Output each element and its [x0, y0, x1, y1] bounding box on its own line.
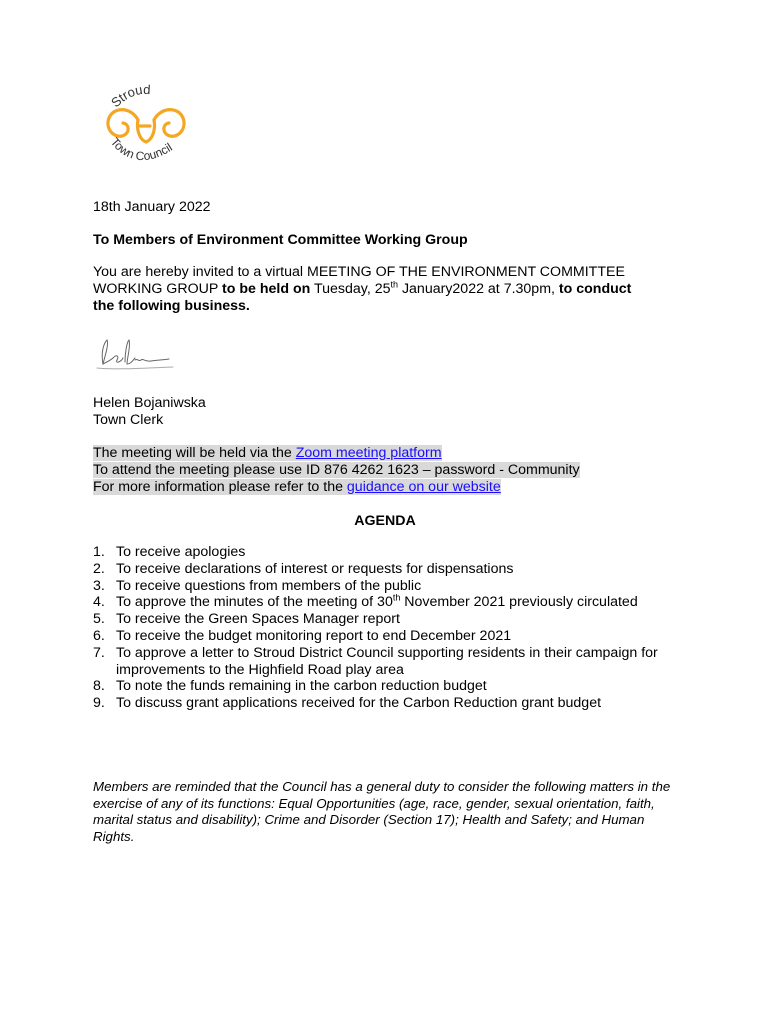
meeting-line-1	[93, 445, 442, 461]
agenda-item	[93, 578, 673, 595]
invite-bold-1: to be held on	[222, 281, 311, 297]
meeting-line-2: To attend the meeting please use ID 876 4262 1623 – password - Community	[93, 462, 580, 478]
invitation-paragraph	[93, 264, 653, 315]
agenda-heading: AGENDA	[354, 513, 416, 529]
logo-top-text: Stroud	[108, 81, 151, 111]
agenda-item-text: To receive questions from members of the public	[116, 577, 422, 594]
agenda-item	[93, 695, 673, 712]
agenda-item-number: 5.	[93, 611, 105, 628]
meeting-line-3-text: For more information please refer to the	[93, 479, 347, 495]
agenda-item-text-b: November 2021 previously circulated	[400, 594, 638, 611]
agenda-item-text: To approve a letter to Stroud District Council supporting residents in their campaign for improvements to the Highfield Road play area	[116, 644, 658, 678]
signatory-title: Town Clerk	[93, 412, 164, 428]
website-guidance-link[interactable]: guidance on our website	[346, 479, 501, 495]
agenda-item-number: 6.	[93, 627, 105, 644]
handwritten-signature	[95, 334, 175, 374]
meeting-line-1-text: The meeting will be held via the	[93, 445, 296, 461]
agenda-item-sup: th	[392, 592, 401, 603]
agenda-item	[93, 678, 673, 695]
agenda-item-text: To receive declarations of interest or requests for dispensations	[116, 560, 514, 577]
logo-bottom-text: Town Council	[107, 134, 175, 164]
agenda-item-number: 3.	[93, 577, 105, 594]
agenda-item-text	[116, 594, 673, 611]
agenda-item-number: 1.	[93, 544, 105, 560]
agenda-item-number: 7.	[93, 644, 105, 661]
agenda-item-text-a: To approve the minutes of the meeting of 30	[116, 594, 393, 611]
stroud-town-council-logo	[92, 80, 202, 174]
letter-date: 18th January 2022	[93, 199, 211, 215]
agenda-item	[93, 645, 673, 679]
agenda-item-number: 2.	[93, 560, 105, 577]
agenda-item	[93, 561, 673, 578]
agenda-item-number: 9.	[93, 695, 105, 712]
agenda-item-text: To discuss grant applications received for the Carbon Reduction grant budget	[116, 695, 602, 712]
agenda-item	[93, 594, 673, 611]
agenda-list	[93, 544, 673, 712]
meeting-line-3	[93, 479, 501, 495]
invite-text-2: Tuesday, 25	[310, 281, 391, 297]
agenda-item-text: To note the funds remaining in the carbon reduction budget	[116, 678, 487, 695]
agenda-item-number: 8.	[93, 678, 105, 695]
zoom-meeting-link[interactable]: Zoom meeting platform	[295, 445, 442, 461]
agenda-item-text: To receive apologies	[116, 544, 246, 560]
agenda-item-text: To receive the budget monitoring report to end December 2021	[116, 627, 512, 644]
recipient-line: To Members of Environment Committee Working Group	[93, 232, 468, 248]
meeting-details	[93, 445, 653, 496]
agenda-item	[93, 611, 673, 628]
signatory-name: Helen Bojaniwska	[93, 395, 206, 411]
invite-text-3: January2022 at 7.30pm,	[398, 281, 559, 297]
svg-text:Stroud	[108, 82, 151, 110]
members-reminder-note: Members are reminded that the Council has a general duty to consider the following matters in the exercise of any of its functions: Equal Opportunities (age, race, gender, sexual orientation, faith, marital status and disability); Crime and Disorder (Section 17); Health and Safety; and Human Rights.	[93, 779, 671, 844]
agenda-item-text: To receive the Green Spaces Manager report	[116, 611, 400, 628]
agenda-item-number: 4.	[93, 594, 105, 611]
agenda-item	[93, 544, 673, 561]
agenda-item	[93, 628, 673, 645]
invite-bold-2: to conduct the following business.	[93, 281, 632, 314]
invite-text-1: You are hereby invited to a virtual MEETING OF THE ENVIRONMENT COMMITTEE WORKING GROUP	[93, 264, 625, 297]
invite-sup: th	[390, 279, 398, 290]
